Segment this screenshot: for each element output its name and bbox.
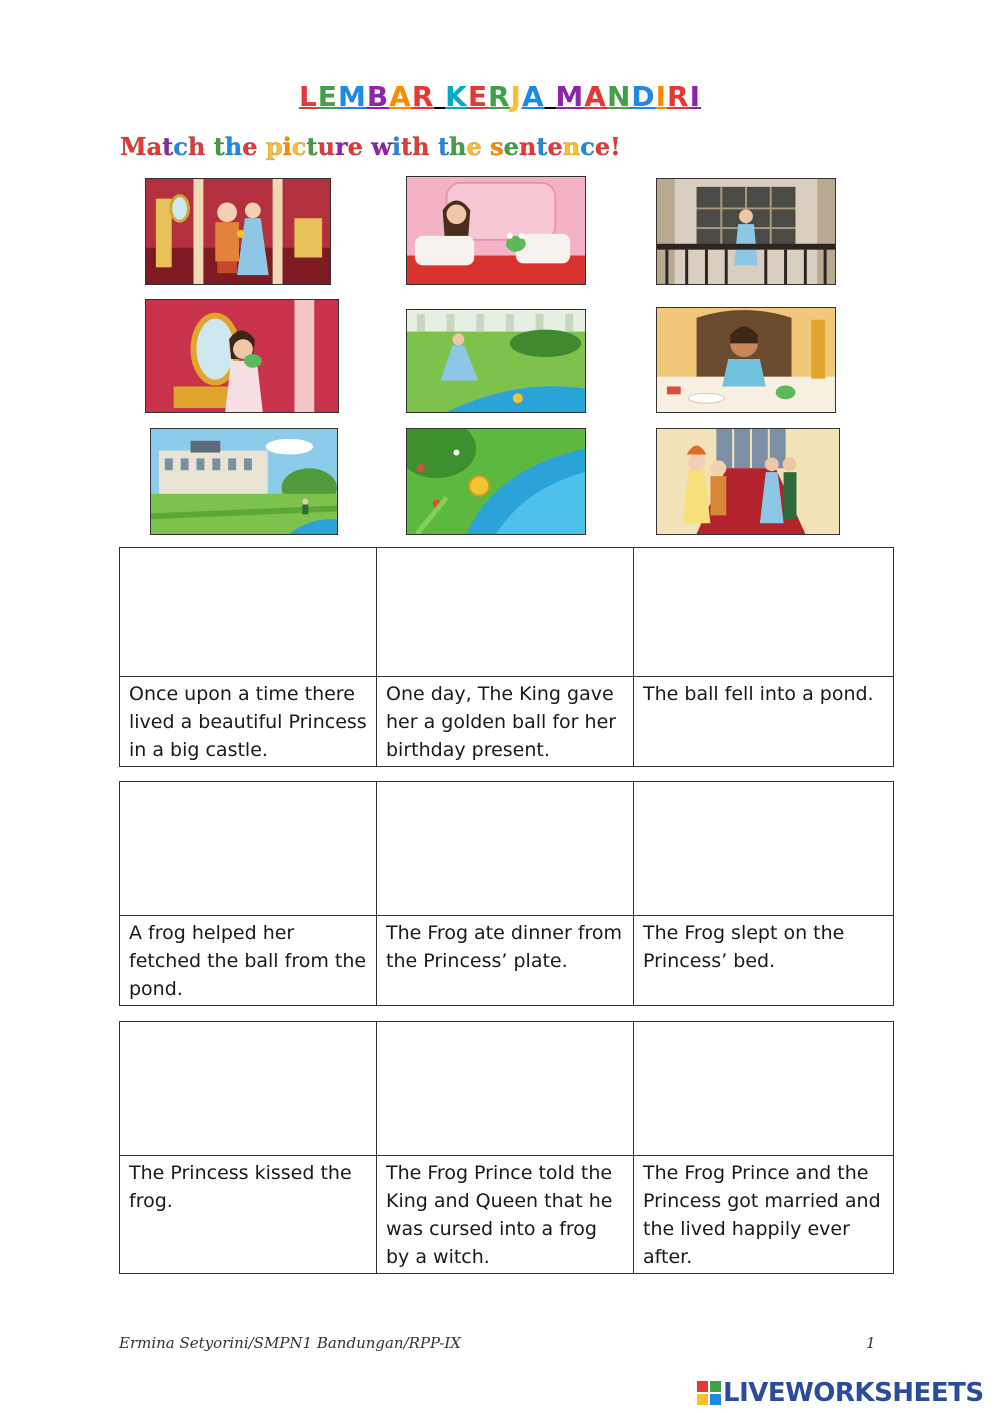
picture-drop-slot[interactable]: [120, 782, 377, 916]
picture-drop-slot[interactable]: [377, 1022, 634, 1156]
instruction-letter: i: [282, 132, 292, 161]
title-letter: B: [366, 80, 390, 113]
title-letter: M: [555, 80, 585, 113]
sentence-row: [120, 916, 894, 1006]
instruction-letter: p: [265, 132, 283, 161]
picture-slot-row: [120, 548, 894, 677]
instruction-letter: t: [536, 132, 548, 161]
instruction-heading: [120, 132, 621, 166]
instruction-letter: s: [490, 132, 504, 161]
picture-royal-family[interactable]: [656, 428, 840, 535]
instruction-letter: t: [401, 132, 413, 161]
picture-drop-slot[interactable]: [634, 1022, 894, 1156]
picture-drop-slot[interactable]: [377, 548, 634, 677]
instruction-text: [120, 132, 621, 161]
scene-king-princess-bedroom-icon: [146, 179, 330, 284]
sentence-cell: Once upon a time there lived a beautiful Princess in a big castle.: [120, 677, 377, 767]
instruction-letter: !: [610, 132, 621, 161]
title-letter: [545, 80, 556, 113]
picture-princess-kiss-frog[interactable]: [145, 299, 339, 413]
instruction-letter: e: [347, 132, 363, 161]
instruction-letter: e: [547, 132, 563, 161]
title-letter: L: [298, 80, 318, 113]
title-letter: N: [606, 80, 632, 113]
instruction-letter: t: [437, 132, 450, 161]
worksheet-title: [0, 80, 1000, 120]
title-letter: D: [631, 80, 656, 113]
picture-slot-row: [120, 782, 894, 916]
instruction-letter: c: [291, 132, 307, 161]
matching-table-3: [119, 1021, 894, 1274]
instruction-letter: c: [580, 132, 595, 161]
instruction-letter: h: [412, 132, 430, 161]
title-letter: R: [667, 80, 690, 113]
title-letter: [434, 80, 445, 113]
picture-slot-row: [120, 1022, 894, 1156]
title-letter: E: [317, 80, 338, 113]
sentence-cell: A frog helped her fetched the ball from the pond.: [120, 916, 377, 1006]
instruction-letter: [258, 132, 266, 161]
scene-princess-garden-icon: [407, 310, 585, 412]
matching-table-1: [119, 547, 894, 767]
title-letter: K: [445, 80, 468, 113]
title-letter: E: [467, 80, 488, 113]
title-letter: J: [510, 80, 522, 113]
title-letter: I: [689, 80, 702, 113]
title-letter: A: [521, 80, 545, 113]
instruction-letter: M: [120, 132, 147, 161]
instruction-letter: [363, 132, 371, 161]
picture-princess-garden[interactable]: [406, 309, 586, 413]
sentence-cell: The Frog slept on the Princess’ bed.: [634, 916, 894, 1006]
instruction-letter: [205, 132, 213, 161]
instruction-letter: n: [518, 132, 537, 161]
instruction-letter: i: [391, 132, 402, 161]
scene-princess-balcony-icon: [657, 179, 835, 284]
picture-ball-pond[interactable]: [406, 428, 586, 535]
scene-castle-icon: [151, 429, 337, 534]
title-letter: R: [411, 80, 435, 113]
picture-princess-balcony[interactable]: [656, 178, 836, 285]
picture-drop-slot[interactable]: [634, 782, 894, 916]
instruction-letter: h: [187, 132, 206, 161]
picture-princess-dinner[interactable]: [656, 307, 836, 413]
instruction-letter: h: [449, 132, 467, 161]
page-number: 1: [866, 1334, 876, 1352]
liveworksheets-brand[interactable]: [697, 1377, 984, 1409]
instruction-letter: e: [594, 132, 611, 161]
picture-drop-slot[interactable]: [120, 548, 377, 677]
scene-princess-kiss-frog-icon: [146, 300, 338, 412]
instruction-letter: w: [371, 132, 392, 161]
footer-credit: Ermina Setyorini/SMPN1 Bandungan/RPP-IX: [119, 1334, 461, 1352]
sentence-cell: The ball fell into a pond.: [634, 677, 894, 767]
scene-princess-dinner-frog-icon: [657, 308, 835, 412]
sentence-row: [120, 1156, 894, 1274]
picture-king-gives-ball[interactable]: [145, 178, 331, 285]
picture-drop-slot[interactable]: [634, 548, 894, 677]
scene-ball-pond-icon: [407, 429, 585, 534]
picture-castle[interactable]: [150, 428, 338, 535]
scene-princess-bed-frog-icon: [407, 177, 585, 284]
instruction-letter: a: [146, 132, 163, 161]
instruction-letter: u: [317, 132, 335, 161]
title-letter: R: [487, 80, 511, 113]
title-letter: M: [337, 80, 367, 113]
liveworksheets-logo-icon: [697, 1381, 721, 1405]
instruction-letter: r: [334, 132, 348, 161]
picture-frog-on-bed[interactable]: [406, 176, 586, 285]
instruction-letter: e: [242, 132, 258, 161]
worksheet-title-text: [299, 80, 701, 113]
scene-royal-family-icon: [657, 429, 839, 534]
instruction-letter: [430, 132, 438, 161]
instruction-letter: t: [306, 132, 318, 161]
instruction-letter: e: [466, 132, 482, 161]
sentence-cell: The Frog ate dinner from the Princess’ plate.: [377, 916, 634, 1006]
picture-drop-slot[interactable]: [120, 1022, 377, 1156]
instruction-letter: c: [173, 132, 188, 161]
title-letter: I: [655, 80, 668, 113]
sentence-cell: The Frog Prince and the Princess got married and the lived happily ever after.: [634, 1156, 894, 1274]
instruction-letter: t: [162, 132, 174, 161]
matching-table-2: [119, 781, 894, 1006]
brand-name: LIVEWORKSHEETS: [723, 1378, 984, 1408]
title-letter: A: [389, 80, 412, 113]
sentence-cell: One day, The King gave her a golden ball for her birthday present.: [377, 677, 634, 767]
sentence-row: [120, 677, 894, 767]
instruction-letter: t: [213, 132, 225, 161]
instruction-letter: e: [503, 132, 519, 161]
instruction-letter: [482, 132, 490, 161]
title-letter: A: [584, 80, 607, 113]
instruction-letter: h: [224, 132, 243, 161]
instruction-letter: n: [562, 132, 581, 161]
sentence-cell: The Frog Prince told the King and Queen that he was cursed into a frog by a witch.: [377, 1156, 634, 1274]
sentence-cell: The Princess kissed the frog.: [120, 1156, 377, 1274]
picture-drop-slot[interactable]: [377, 782, 634, 916]
